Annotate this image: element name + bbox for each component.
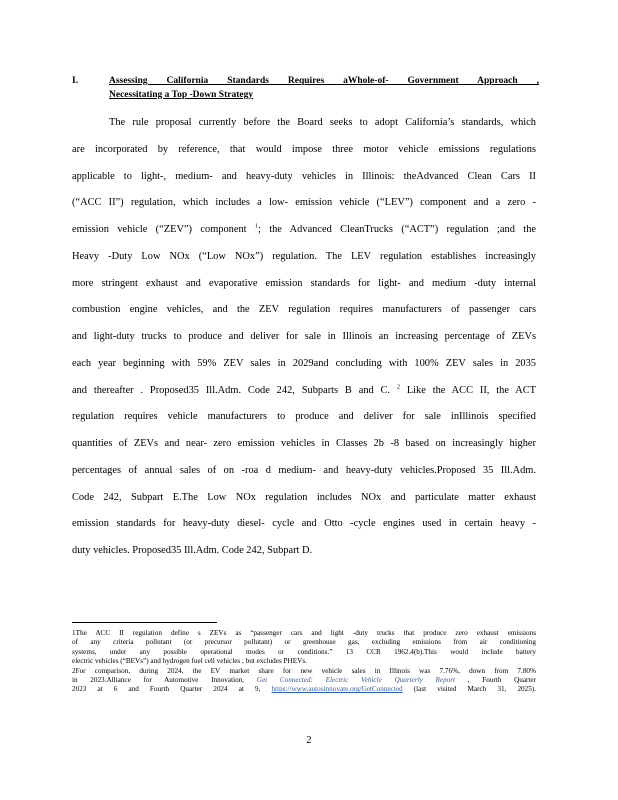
footnote-line: systems, under any possible operational modes or conditions.” 13 CCR 1962.4(b).This would include battery [72, 647, 536, 656]
footnote-separator [72, 622, 217, 623]
section-number: I. [72, 76, 79, 86]
footnote-line: electric vehicles (“BEVs”) and hydrogen fuel cell vehicles , but excludes PHEVs. [72, 657, 307, 666]
body-line: Code 242, Subpart E.The Low NOx regulation includes NOx and particulate matter exhaust [72, 491, 536, 503]
body-line [72, 222, 536, 249]
body-line: quantities of ZEVs and near- zero emission vehicles in Classes 2b -8 based on increasingly higher [72, 438, 536, 449]
body-line: duty vehicles. Proposed35 Ill.Adm. Code 242, Subpart D. [72, 545, 313, 556]
body-line: The rule proposal currently before the Board seeks to adopt California’s standards, which [109, 117, 536, 128]
report-title: Get Connected: Electric Vehicle Quarterly Report [256, 675, 456, 684]
body-line: applicable to light-, medium- and heavy-duty vehicles in Illinois: theAdvanced Clean Cars II [72, 170, 536, 182]
footnote-line: 2For comparison, during 2024, the EV market share for new vehicle sales in Illinois was 7.76%, down from 7.80% [72, 666, 536, 675]
footnote-text: (last visited March 31, 2025). [413, 685, 536, 694]
page-number: 2 [306, 735, 312, 746]
body-line: combustion engine vehicles, and the ZEV regulation requires manufacturers of passenger cars [72, 304, 536, 316]
body-line-text: ; the Advanced CleanTrucks (“ACT”) regulation ;and the [257, 224, 536, 235]
body-line-text: emission vehicle (“ZEV”) component [72, 224, 247, 235]
footnote-line [72, 676, 536, 685]
footnote-line [72, 685, 536, 694]
section-title-line-1: Assessing California Standards Requires aWhole-of- Government Approach , [109, 76, 539, 86]
body-line: emission standards for heavy-duty diesel- cycle and Otto -cycle engines used in certain heavy - [72, 518, 536, 530]
body-line: and light-duty trucks to produce and deliver for sale in Illinois an increasing percentage of ZEVs [72, 331, 536, 342]
footnote-line: 1The ACC II regulation define s ZEVs as “passenger cars and light -duty trucks that produce zero exhaust emissions [72, 629, 536, 637]
body-line-text: Like the ACC II, the ACT [406, 384, 536, 396]
footnote-text: 2023 at 6 and Fourth Quarter 2024 at 9, [72, 685, 261, 694]
body-line: Heavy -Duty Low NOx (“Low NOx”) regulation. The LEV regulation establishes increasingly [72, 250, 536, 262]
section-title [109, 74, 539, 102]
body-line: percentages of annual sales of on -roa d medium- and heavy-duty vehicles.Proposed 35 Ill.Adm. [72, 464, 536, 476]
section-title-line-2: Necessitating a Top -Down Strategy [109, 90, 254, 100]
body-line: each year beginning with 59% ZEV sales in 2029and concluding with 100% ZEV sales in 2035 [72, 357, 536, 369]
footnote-text: in 2023.Alliance for Automotive Innovation, [72, 675, 245, 684]
footnote-marker[interactable]: 2 [396, 384, 400, 391]
footnotes [72, 629, 536, 695]
footnote-line: of any criteria pollutant (or precursor pollutant) or greenhouse gas, excluding emissions from air conditioning [72, 638, 536, 647]
source-link[interactable]: https://www.autosinnovate.org/GetConnected [271, 685, 403, 694]
body-line: are incorporated by reference, that would impose three motor vehicle emissions regulations [72, 143, 536, 155]
body-line: (“ACC II”) regulation, which includes a low- emission vehicle (“LEV”) component and a zero - [72, 197, 536, 209]
body-line: more stringent exhaust and evaporative emission standards for light- and medium -duty internal [72, 277, 536, 289]
body-line-text: and thereafter . Proposed35 Ill.Adm. Code 242, Subparts B and C. [72, 384, 391, 396]
footnote-marker[interactable]: 1 [254, 223, 258, 230]
body-paragraph [72, 115, 536, 570]
body-line: regulation requires vehicle manufacturers to produce and deliver for sale inIllinois specified [72, 411, 536, 423]
footnote-text: , Fourth Quarter [467, 675, 536, 684]
body-line [72, 383, 536, 410]
